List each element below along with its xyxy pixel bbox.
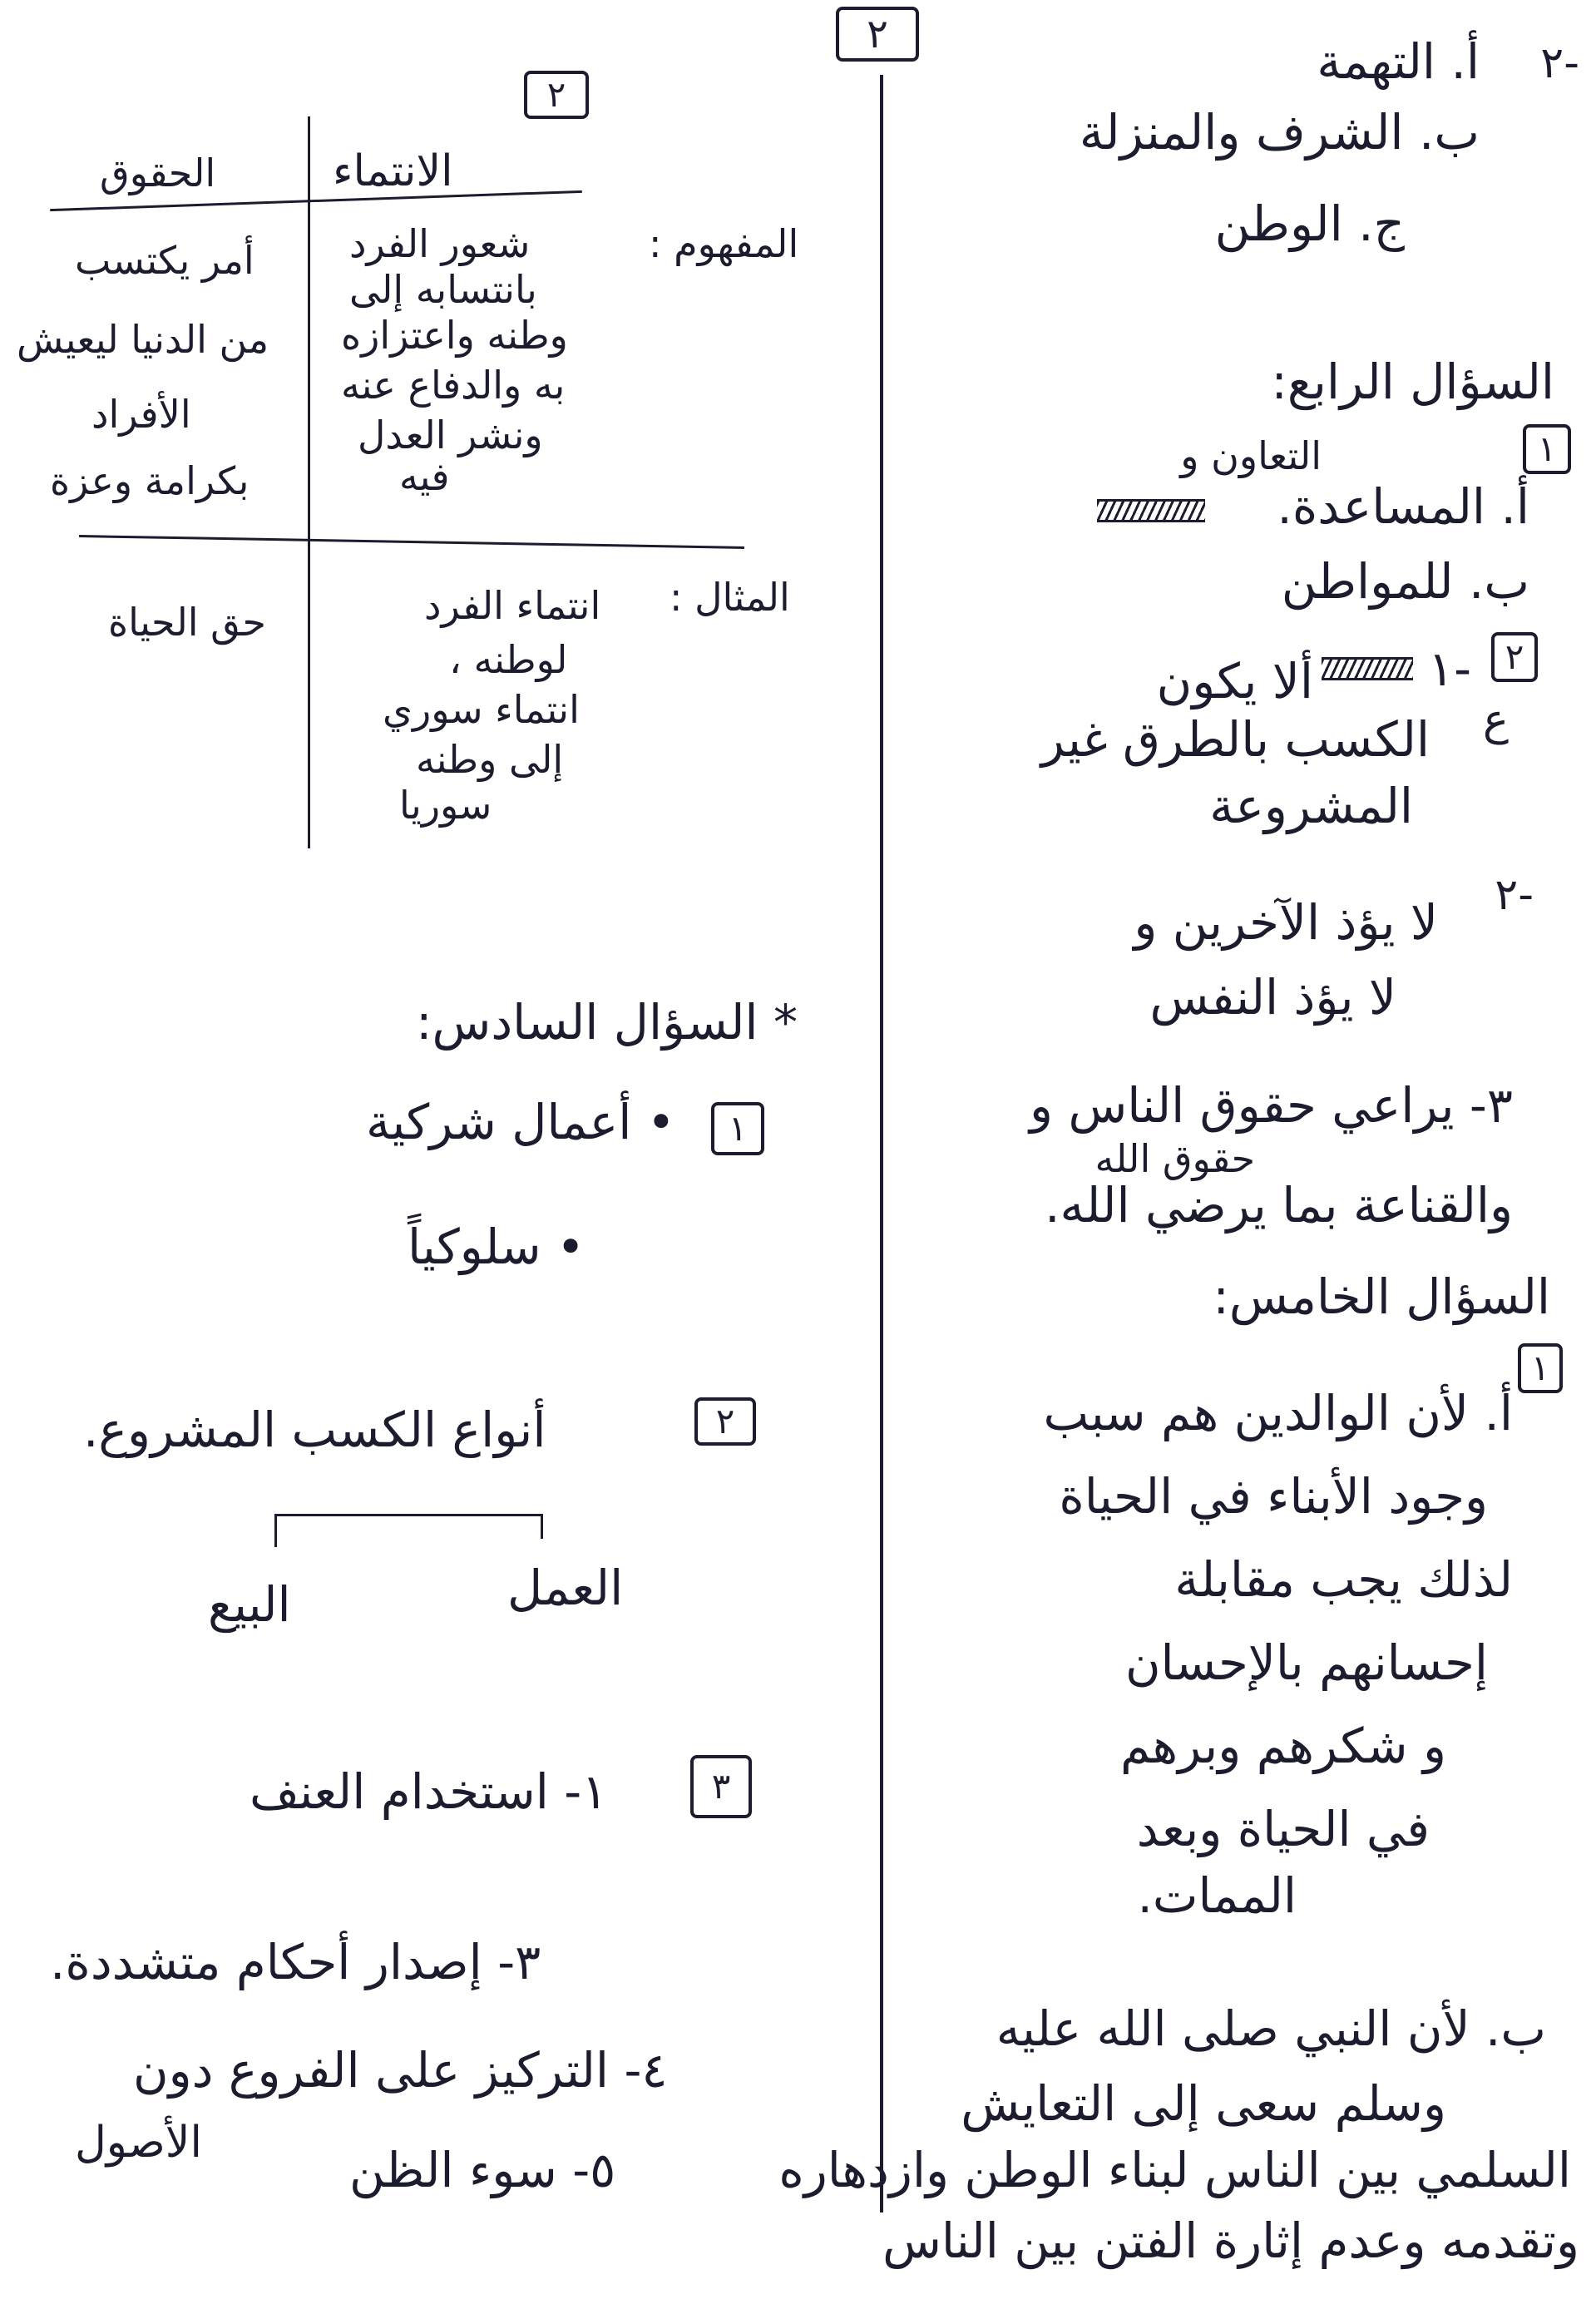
column-divider: [880, 75, 883, 2213]
q4-heading: السؤال الرابع:: [1271, 354, 1554, 410]
q4-a-insert: التعاون و: [1180, 433, 1322, 478]
q5-heading: السؤال الخامس:: [1213, 1268, 1550, 1325]
q4-box-1-label: ١: [1537, 428, 1557, 469]
belonging-concept-2: بانتسابه إلى: [349, 267, 537, 312]
row-example-label: المثال :: [670, 575, 790, 620]
q5-a-line3: لذلك يجب مقابلة: [1174, 1551, 1513, 1608]
q5-b-line2: وسلم سعى إلى التعايش: [961, 2075, 1446, 2132]
q4-p2-line3: المشروعة: [1209, 778, 1413, 834]
belonging-concept-1: شعور الفرد: [349, 221, 531, 266]
q4-p3-insert: حقوق الله: [1094, 1136, 1255, 1181]
q3-answer-a: أ. التهمة: [1317, 33, 1480, 90]
table-row-line: [79, 535, 744, 549]
q5-b-line1: ب. لأن النبي صلى الله عليه: [996, 2000, 1546, 2057]
q4-p2c-label: ٢-: [1495, 870, 1534, 920]
crossed-out-word: [1322, 657, 1413, 680]
q5-box-1-label: ١: [1530, 1347, 1550, 1388]
q6-box-2: [694, 1397, 756, 1446]
q6-kind-sale: البيع: [208, 1576, 291, 1633]
belonging-concept-6: فيه: [399, 454, 450, 499]
rights-example: حق الحياة: [108, 600, 266, 645]
row-concept-label: المفهوم :: [649, 221, 799, 266]
table-column-line: [308, 116, 310, 848]
q6-box-1: [711, 1102, 764, 1155]
belonging-example-1: انتماء الفرد: [424, 583, 601, 628]
belonging-example-5: سوريا: [399, 783, 492, 828]
q4-box-2-label: ٢: [1505, 636, 1524, 677]
rights-concept-1: أمر يكتسب: [75, 238, 254, 283]
q5-a-line4: إحسانهم بالإحسان: [1124, 1634, 1488, 1691]
q6-box-3: [690, 1755, 752, 1818]
q6-3-item-3: ٣- إصدار أحكام متشددة.: [50, 1934, 541, 1990]
bracket-end-right: [541, 1514, 543, 1539]
belonging-example-2: لوطنه ،: [449, 637, 568, 682]
bracket-end-left: [274, 1514, 277, 1547]
belonging-concept-3: وطنه واعتزازه: [341, 313, 568, 358]
q4-box-1: [1523, 424, 1571, 474]
q3-part2-label: ٢-: [1540, 38, 1579, 88]
crossed-out-word: [1097, 499, 1205, 522]
q6-3-item-4-cont: الأصول: [75, 2118, 202, 2168]
q4-box-2: [1491, 632, 1538, 682]
table-box-2-label: ٢: [546, 74, 566, 115]
q6-kind-work: العمل: [507, 1560, 624, 1616]
q4-p3-line1: ٣- يراعي حقوق الناس و: [1030, 1077, 1513, 1134]
q6-1-bullet-1: • أعمال شركية: [366, 1094, 675, 1150]
q6-3-item-5: ٥- سوء الظن: [349, 2142, 616, 2198]
page-number: ٢: [867, 11, 888, 57]
q5-b-line3: السلمي بين الناس لبناء الوطن وازدهاره: [778, 2142, 1571, 2198]
q3-answer-c: ج. الوطن: [1214, 195, 1405, 252]
rights-concept-2: من الدنيا ليعيش: [17, 317, 269, 362]
q4-p2-number: ١-: [1427, 640, 1471, 697]
q5-a-line1: أ. لأن الوالدين هم سبب: [1043, 1385, 1513, 1441]
q5-b-line4: وتقدمه وعدم إثارة الفتن بين الناس: [882, 2213, 1579, 2269]
q4-p2c-line2: لا يؤذ النفس: [1149, 969, 1396, 1026]
belonging-concept-4: به والدفاع عنه: [341, 363, 566, 408]
q6-box-2-label: ٢: [715, 1401, 735, 1441]
bracket-line: [274, 1514, 541, 1516]
q6-1-bullet-2: • سلوكياً: [408, 1219, 586, 1275]
table-header-rights: الحقوق: [100, 151, 216, 195]
belonging-example-3: انتماء سوري: [383, 687, 580, 732]
q6-box-3-label: ٣: [711, 1766, 731, 1807]
q6-3-item-1: ١- استخدام العنف: [250, 1763, 608, 1820]
rights-concept-4: بكرامة وعزة: [50, 458, 250, 503]
q5-a-line7: الممات.: [1137, 1867, 1297, 1924]
q4-p2-line1: ألا يكون: [1156, 653, 1313, 709]
q6-kinds-title: أنواع الكسب المشروع.: [83, 1402, 546, 1458]
belonging-concept-5: ونشر العدل: [358, 413, 543, 457]
q6-box-1-label: ١: [728, 1108, 748, 1149]
q3-answer-b: ب. الشرف والمنزلة: [1079, 104, 1480, 161]
table-box-2: [524, 71, 589, 119]
q6-heading: * السؤال السادس:: [416, 994, 798, 1051]
q5-a-line6: في الحياة وبعد: [1136, 1801, 1430, 1857]
q5-a-line5: و شكرهم وبرهم: [1119, 1718, 1446, 1774]
belonging-example-4: إلى وطنه: [416, 737, 564, 782]
q4-p3-line2: والقناعة بما يرضي الله.: [1045, 1177, 1513, 1234]
q6-3-item-4: ٤- التركيز على الفروع دون: [133, 2042, 668, 2099]
q4-answer-b: ب. للمواطن: [1281, 553, 1529, 610]
q5-box-1: [1518, 1343, 1563, 1393]
q4-answer-a: أ. المساعدة.: [1277, 478, 1529, 535]
rights-concept-3: الأفراد: [91, 392, 191, 437]
q4-p2-line2: الكسب بالطرق غير: [1040, 711, 1430, 768]
q5-a-line2: وجود الأبناء في الحياة: [1059, 1468, 1488, 1525]
page-number-box: [836, 7, 919, 62]
q4-p2-side-mark: ع: [1482, 695, 1509, 745]
q4-p2c-line1: لا يؤذ الآخرين و: [1134, 894, 1438, 951]
table-header-belonging: الانتماء: [333, 146, 453, 196]
